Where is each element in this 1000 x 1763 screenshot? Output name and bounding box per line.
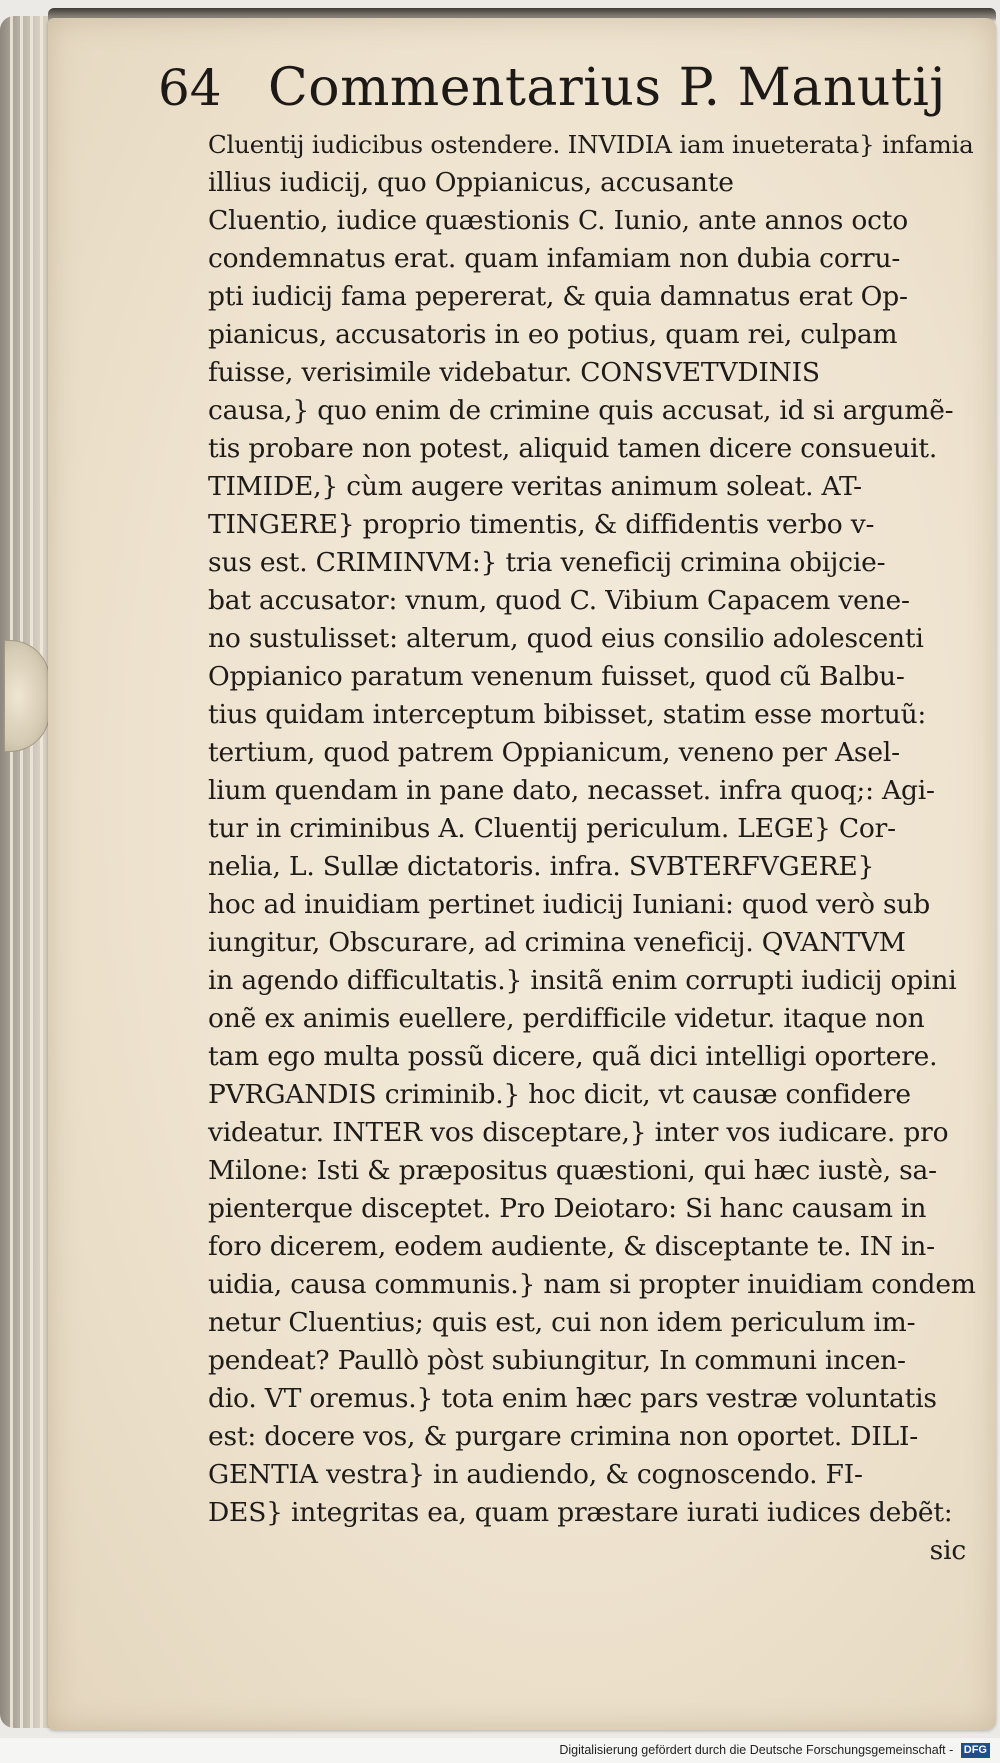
commentary-text: [208, 126, 978, 1570]
text-line: PVRGANDIS criminib.} hoc dicit, vt causæ confidere: [208, 1079, 911, 1110]
text-line: iungitur, Obscurare, ad crimina veneficij. QVANTVM: [208, 927, 906, 958]
text-line: GENTIA vestra} in audiendo, & cognoscendo. FI-: [208, 1459, 863, 1490]
text-line: sus est. CRIMINVM:} tria veneficij crimina obijcie-: [208, 547, 886, 578]
text-line: Oppianico paratum venenum fuisset, quod cũ Balbu-: [208, 661, 905, 692]
text-line: no sustulisset: alterum, quod eius consilio adolescenti: [208, 623, 924, 654]
text-line: DES} integritas ea, quam præstare iurati iudices debẽt:: [208, 1497, 953, 1528]
text-line: nelia, L. Sullæ dictatoris. infra. SVBTERFVGERE}: [208, 851, 875, 882]
dfg-logo-icon: DFG: [961, 1743, 990, 1758]
text-line: pti iudicij fama pepererat, & quia damnatus erat Op-: [208, 281, 908, 312]
text-line: est: docere vos, & purgare crimina non oportet. DILI-: [208, 1421, 919, 1452]
text-line: tur in criminibus A. Cluentij periculum. LEGE} Cor-: [208, 813, 896, 844]
text-line: videatur. INTER vos disceptare,} inter vos iudicare. pro: [208, 1117, 949, 1148]
text-line: dio. VT oremus.} tota enim hæc pars vestræ voluntatis: [208, 1383, 937, 1414]
text-line: bat accusator: vnum, quod C. Vibium Capacem vene-: [208, 585, 910, 616]
digitization-credit-bar: [0, 1738, 1000, 1763]
text-line: TIMIDE,} cùm augere veritas animum soleat. AT-: [208, 471, 862, 502]
text-line: illius iudicij, quo Oppianicus, accusante: [208, 167, 734, 198]
text-line: tis probare non potest, aliquid tamen dicere consueuit.: [208, 433, 938, 464]
text-line: tertium, quod patrem Oppianicum, veneno per Asel-: [208, 737, 900, 768]
text-line: Milone: Isti & præpositus quæstioni, qui hæc iustè, sa-: [208, 1155, 937, 1186]
text-line: tius quidam interceptum bibisset, statim esse mortuũ:: [208, 699, 927, 730]
text-line: condemnatus erat. quam infamiam non dubia corru-: [208, 243, 901, 274]
text-line: pianicus, accusatoris in eo potius, quam rei, culpam: [208, 319, 898, 350]
running-title: Commentarius P. Manutij: [268, 58, 946, 118]
running-header: [158, 58, 958, 118]
text-line: netur Cluentius; quis est, cui non idem periculum im-: [208, 1307, 916, 1338]
text-line: onẽ ex animis euellere, perdifficile videtur. itaque non: [208, 1003, 925, 1034]
text-line: foro dicerem, eodem audiente, & disceptante te. IN in-: [208, 1231, 935, 1262]
text-line: pendeat? Paullò pòst subiungitur, In communi incen-: [208, 1345, 906, 1376]
text-line: fuisse, verisimile videbatur. CONSVETVDINIS: [208, 357, 820, 388]
text-line: hoc ad inuidiam pertinet iudicij Iuniani: quod verò sub: [208, 889, 931, 920]
text-line: TINGERE} proprio timentis, & diffidentis verbo v-: [208, 509, 875, 540]
text-line: lium quendam in pane dato, necasset. infra quoq;: Agi-: [208, 775, 935, 806]
digitization-credit: Digitalisierung gefördert durch die Deutsche Forschungsgemeinschaft -: [559, 1743, 954, 1757]
text-line: Cluentij iudicibus ostendere. INVIDIA iam inueterata} infamia: [208, 130, 974, 159]
text-line: causa,} quo enim de crimine quis accusat, id si argumẽ-: [208, 395, 954, 426]
text-line: uidia, causa communis.} nam si propter inuidiam condem: [208, 1269, 976, 1300]
text-line: in agendo difficultatis.} insitã enim corrupti iudicij opini: [208, 965, 957, 996]
page-number: 64: [158, 59, 222, 117]
text-line: tam ego multa possũ dicere, quã dici intelligi oportere.: [208, 1041, 938, 1072]
text-line: Cluentio, iudice quæstionis C. Iunio, ante annos octo: [208, 205, 908, 236]
catchword: sic: [929, 1535, 966, 1566]
text-line: pienterque disceptet. Pro Deiotaro: Si hanc causam in: [208, 1193, 927, 1224]
